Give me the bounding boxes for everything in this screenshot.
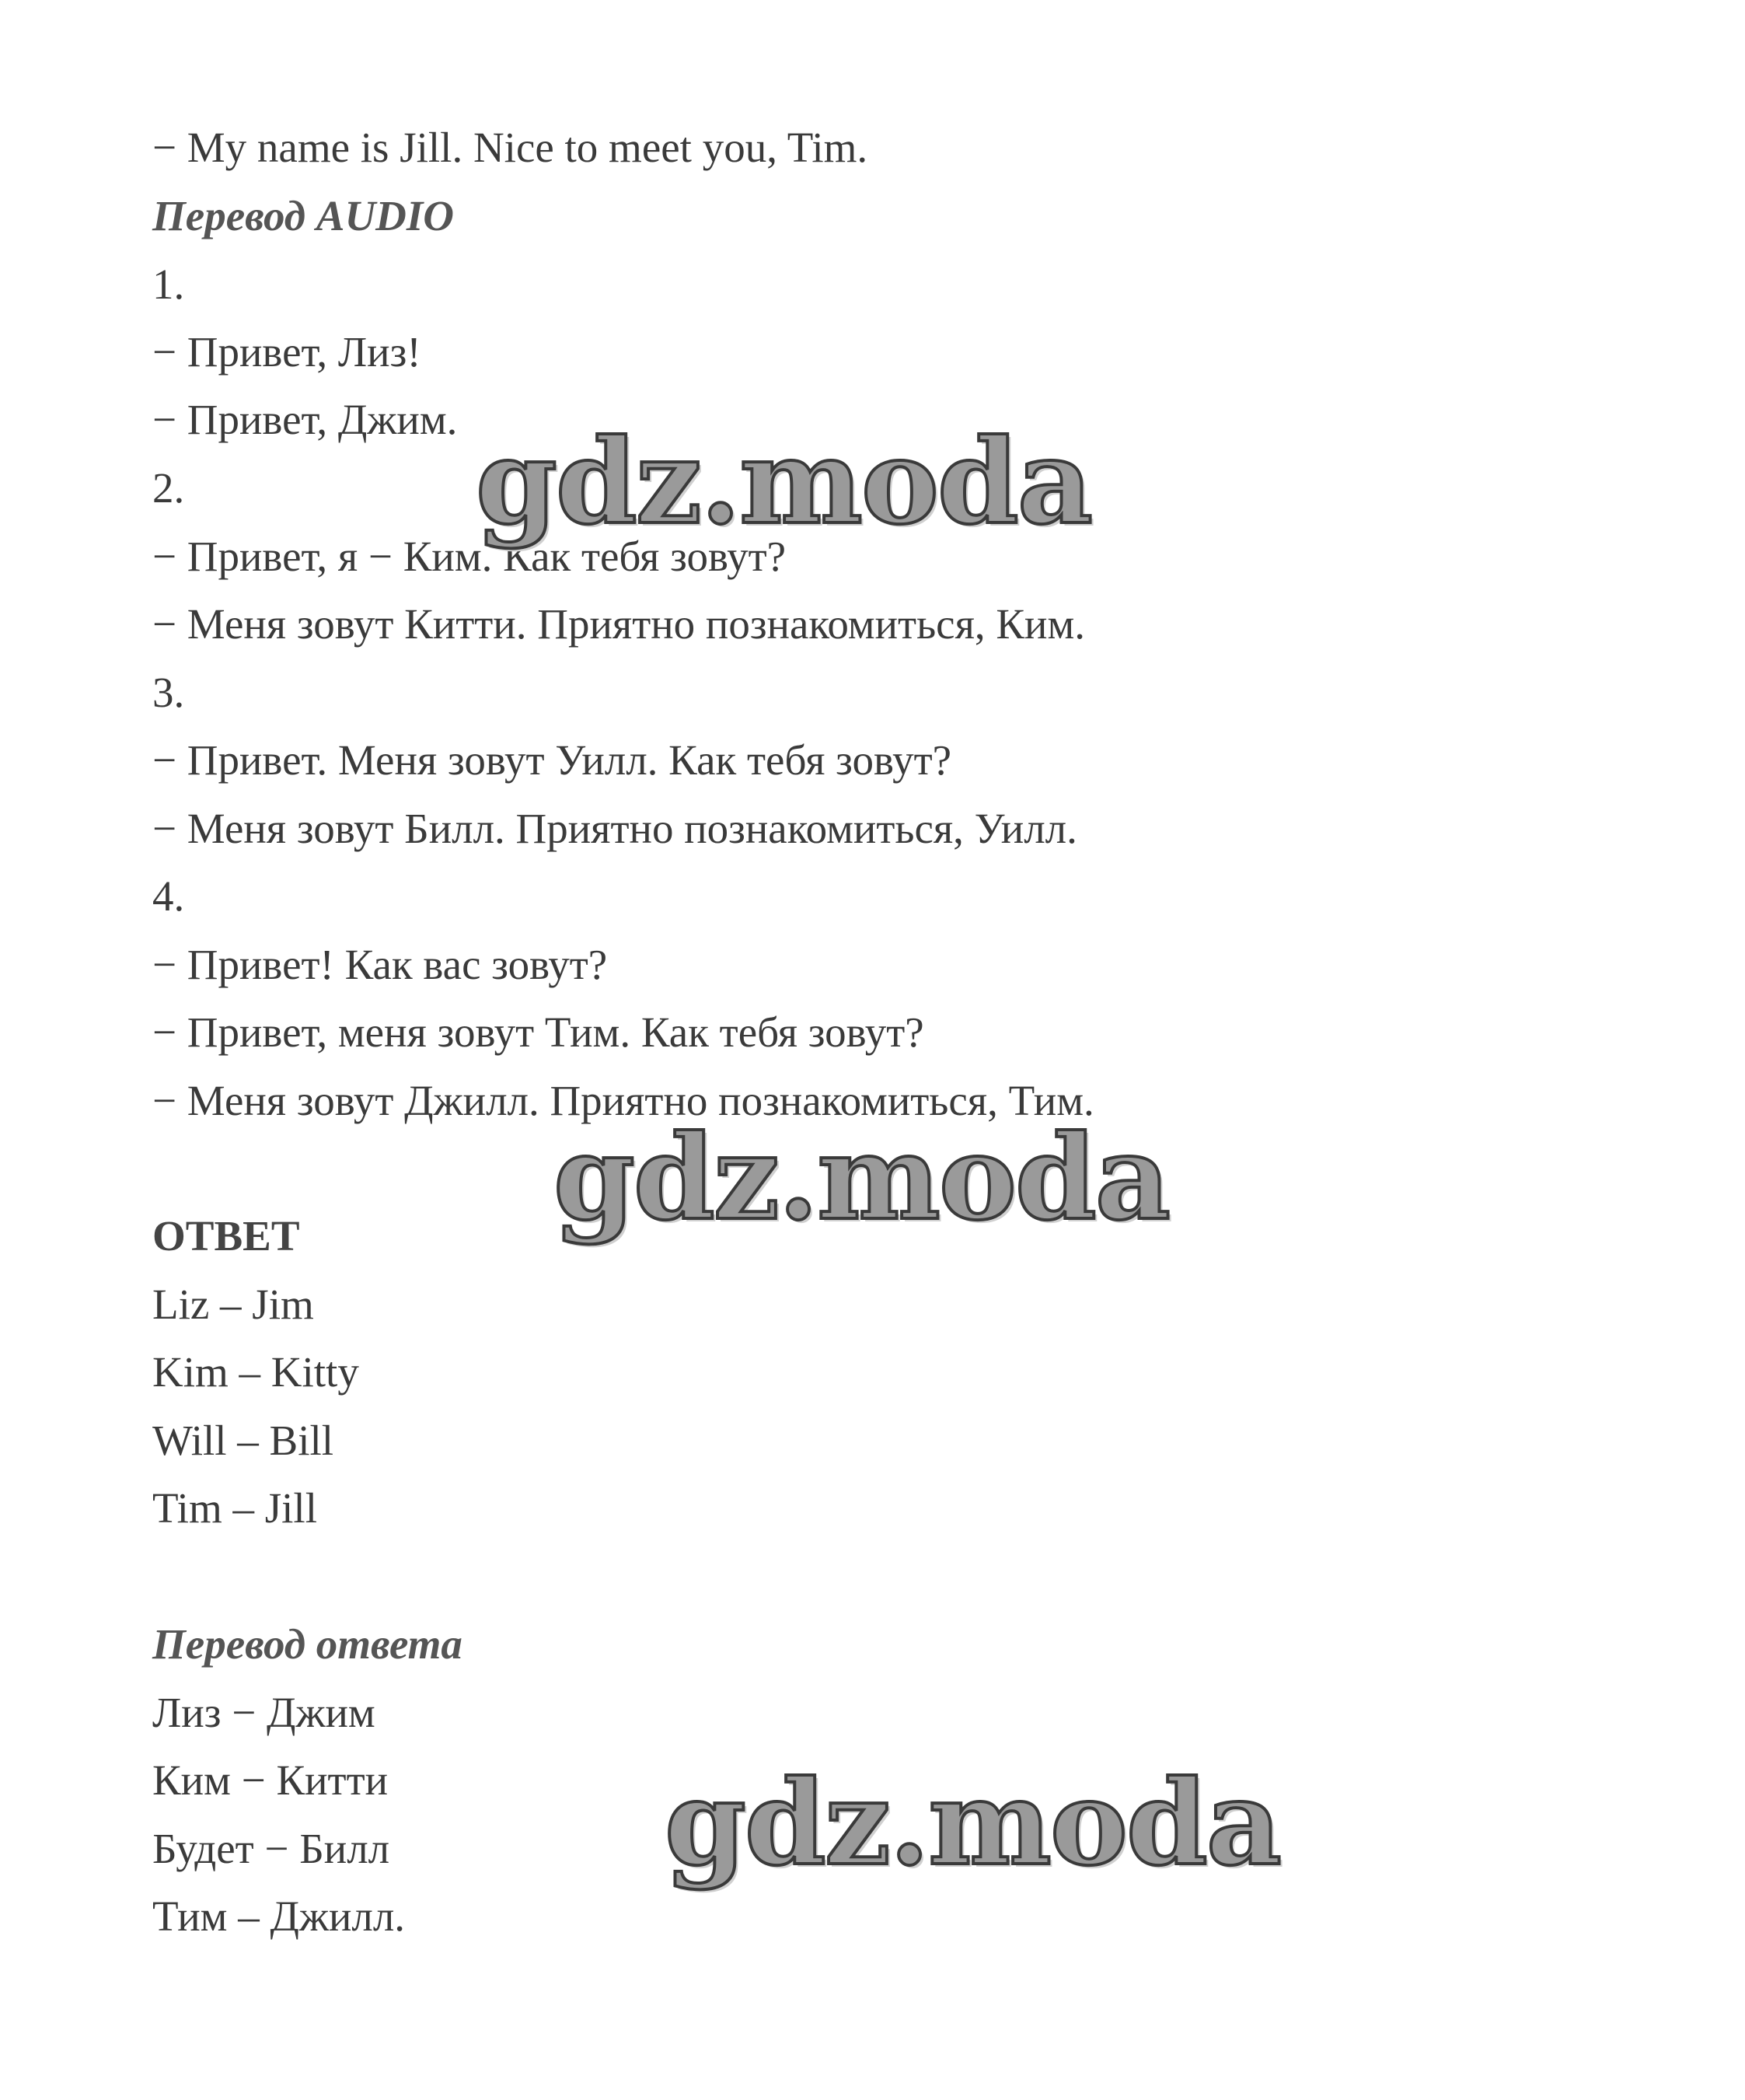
watermark-logo: gdz.moda	[665, 1755, 1281, 1892]
dialogue-last-line: − My name is Jill. Nice to meet you, Tim.	[152, 124, 868, 171]
answer-translation-heading: Перевод ответа	[152, 1620, 462, 1668]
answer-pair: Kim – Kitty	[152, 1348, 359, 1396]
answer-translation-pair: Лиз − Джим	[152, 1689, 375, 1736]
answer-heading: ОТВЕТ	[152, 1212, 300, 1260]
answer-translation-pair: Будет − Билл	[152, 1825, 390, 1872]
watermark-logo: gdz.moda	[553, 1109, 1170, 1246]
answer-translation-pair: Тим – Джилл.	[152, 1892, 406, 1940]
dialogue-line: − Привет, я − Ким. Как тебя зовут?	[152, 533, 787, 580]
block-number-2: 2.	[152, 464, 185, 512]
block-number-1: 1.	[152, 260, 185, 308]
answer-pair: Tim – Jill	[152, 1484, 317, 1532]
dialogue-line: − Привет. Меня зовут Уилл. Как тебя зовут?	[152, 736, 952, 784]
dialogue-line: − Привет, Джим.	[152, 396, 458, 443]
audio-translation-heading: Перевод AUDIO	[152, 192, 455, 239]
answer-translation-pair: Ким − Китти	[152, 1756, 389, 1804]
dialogue-line: − Привет, Лиз!	[152, 328, 421, 376]
answer-pair: Will – Bill	[152, 1417, 334, 1464]
block-number-3: 3.	[152, 669, 185, 716]
dialogue-line: − Меня зовут Билл. Приятно познакомиться, Уилл.	[152, 805, 1077, 852]
answer-pair: Liz – Jim	[152, 1281, 314, 1328]
watermark-logo: gdz.moda	[476, 414, 1092, 550]
dialogue-line: − Меня зовут Китти. Приятно познакомиться, Ким.	[152, 600, 1086, 648]
dialogue-line: − Привет! Как вас зовут?	[152, 941, 608, 988]
block-number-4: 4.	[152, 872, 185, 920]
dialogue-line: − Привет, меня зовут Тим. Как тебя зовут?	[152, 1008, 924, 1056]
dialogue-line: − Меня зовут Джилл. Приятно познакомиться, Тим.	[152, 1077, 1094, 1124]
